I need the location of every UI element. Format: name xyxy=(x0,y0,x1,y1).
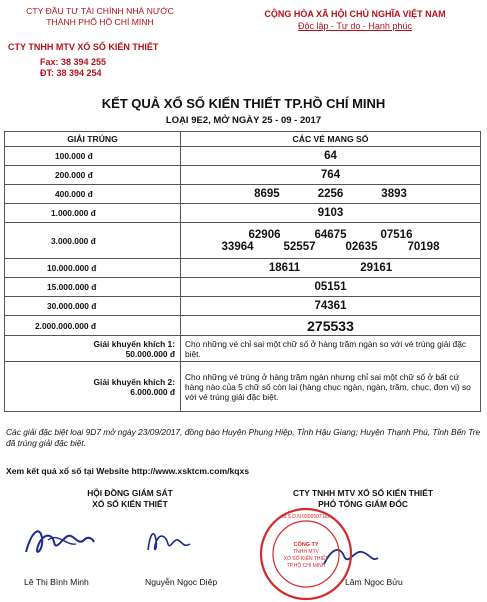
signature-2-image xyxy=(142,520,196,560)
winning-number: 70198 xyxy=(407,240,440,253)
signature-1-image xyxy=(18,512,98,568)
promo2-title: Giải khuyến khích 2: xyxy=(93,376,175,387)
table-header-row xyxy=(5,132,481,147)
col-numbers-header: CÁC VÉ MANG SỐ xyxy=(181,132,481,147)
company-stamp-seal xyxy=(258,506,354,602)
winning-number: 2256 xyxy=(317,188,344,200)
table-row xyxy=(5,166,481,185)
col-prize-header: GIẢI TRÚNG xyxy=(5,132,181,147)
prize-amount: 200.000 đ xyxy=(5,166,181,185)
table-row xyxy=(5,278,481,297)
winning-number: 02635 xyxy=(345,240,378,253)
prize-amount: 10.000.000 đ xyxy=(5,259,181,278)
website-link[interactable]: Xem kết quả xổ số tại Website http://www.xsktcm.com/kqxs xyxy=(6,466,250,476)
company-name: CTY TNHH MTV XỔ SỐ KIẾN THIẾT xyxy=(8,42,159,52)
issuer-line2: THÀNH PHỐ HỒ CHÍ MINH xyxy=(46,17,154,27)
svg-text:CÔNG TY: CÔNG TY xyxy=(293,542,319,548)
special-prize-note: Các giải đặc biệt loại 9D7 mở ngày 23/09/2017, đồng bào Huyện Phụng Hiệp, Tỉnh Hậu Giang; Huyện Thạnh Phú, Tỉnh Bến Tre đã trúng giải đặc biệt. xyxy=(6,427,481,448)
country-name: CỘNG HÒA XÃ HỘI CHỦ NGHĨA VIỆT NAM xyxy=(264,9,446,19)
promo-row xyxy=(5,336,481,362)
promo1-amount: 50.000.000 đ xyxy=(125,348,175,359)
issuer-line1: CTY ĐẦU TƯ TÀI CHÍNH NHÀ NƯỚC xyxy=(26,6,174,16)
signer-name-1: Lê Thị Bình Minh xyxy=(24,577,89,587)
special-winning-number: 275533 xyxy=(181,316,481,336)
promo2-text: Cho những vé trúng ở hàng trăm ngàn nhưng chỉ sai một chữ số ở bất cứ hàng nào của 5 chữ số còn lại (hàng chục ngàn, ngàn, trăm, chục, đơn vị) so với vé trúng giải đặc biệt. xyxy=(181,362,481,412)
winning-number: 33964 xyxy=(221,240,254,253)
contact-block xyxy=(40,57,106,79)
svg-text:TNHH MTV: TNHH MTV xyxy=(293,549,319,555)
results-table xyxy=(4,131,481,412)
promo-row xyxy=(5,362,481,412)
winning-number: 07516 xyxy=(380,228,413,241)
table-row xyxy=(5,204,481,223)
issuer-header xyxy=(0,6,200,28)
promo1-label xyxy=(5,336,181,362)
winning-number: 8695 xyxy=(254,188,280,200)
fax-number: Fax: 38 394 255 xyxy=(40,57,107,67)
winning-numbers xyxy=(181,259,481,278)
prize-amount: 30.000.000 đ xyxy=(5,297,181,316)
winning-number: 62906 xyxy=(248,228,281,241)
promo1-title: Giải khuyến khích 1: xyxy=(93,338,175,349)
winning-number: 52557 xyxy=(283,240,316,253)
state-header xyxy=(228,8,482,32)
board-title: HỘI ĐỒNG GIÁM SÁT xyxy=(87,488,173,498)
prize-amount: 15.000.000 đ xyxy=(5,278,181,297)
signatory-title: PHÓ TỔNG GIÁM ĐỐC xyxy=(318,499,408,509)
winning-number: 05151 xyxy=(181,278,481,297)
table-row xyxy=(5,259,481,278)
promo2-amount: 6.000.000 đ xyxy=(130,386,175,397)
draw-info: LOẠI 9E2, MỞ NGÀY 25 - 09 - 2017 xyxy=(165,115,322,126)
svg-text:XỔ SỐ KIẾN THIẾT: XỔ SỐ KIẾN THIẾT xyxy=(283,556,329,562)
winning-number: 29161 xyxy=(360,262,393,274)
page-title: KẾT QUẢ XỔ SỐ KIẾN THIẾT TP.HỒ CHÍ MINH xyxy=(101,96,386,111)
table-row-special xyxy=(5,316,481,336)
prize-amount: 100.000 đ xyxy=(5,147,181,166)
prize-amount: 1.000.000 đ xyxy=(5,204,181,223)
winning-numbers xyxy=(181,185,481,204)
winning-number: 64675 xyxy=(314,228,347,241)
prize-amount: 400.000 đ xyxy=(5,185,181,204)
promo1-text: Cho những vé chỉ sai một chữ số ở hàng trăm ngàn so với vé trúng giải đặc biệt. xyxy=(181,336,481,362)
motto: Độc lập - Tự do - Hạnh phúc xyxy=(298,21,412,31)
table-row xyxy=(5,297,481,316)
signer-name-2: Nguyễn Ngọc Diệp xyxy=(145,577,218,587)
table-row xyxy=(5,147,481,166)
special-prize-amount: 2.000.000.000 đ xyxy=(5,316,181,336)
winning-number: 3893 xyxy=(381,188,407,200)
winning-number: 18611 xyxy=(268,262,301,274)
board-subtitle: XỔ SỐ KIẾN THIẾT xyxy=(92,499,168,509)
table-row xyxy=(5,185,481,204)
table-row xyxy=(5,223,481,259)
winning-numbers xyxy=(181,223,481,259)
winning-number: 9103 xyxy=(181,204,481,223)
phone-number: ĐT: 38 394 254 xyxy=(40,68,102,78)
winning-number: 64 xyxy=(181,147,481,166)
promo2-label xyxy=(5,362,181,412)
signatory-company: CTY TNHH MTV XỔ SỐ KIẾN THIẾT xyxy=(293,488,433,498)
svg-text:TP.HỒ CHÍ MINH: TP.HỒ CHÍ MINH xyxy=(286,563,326,569)
prize-amount: 3.000.000 đ xyxy=(5,223,181,259)
winning-number: 74361 xyxy=(181,297,481,316)
supervisory-board xyxy=(40,488,220,510)
signer-name-3: Lâm Ngọc Bửu xyxy=(345,577,403,587)
svg-text:M.S.D.N:0300507162: M.S.D.N:0300507162 xyxy=(281,514,331,520)
winning-number: 764 xyxy=(181,166,481,185)
